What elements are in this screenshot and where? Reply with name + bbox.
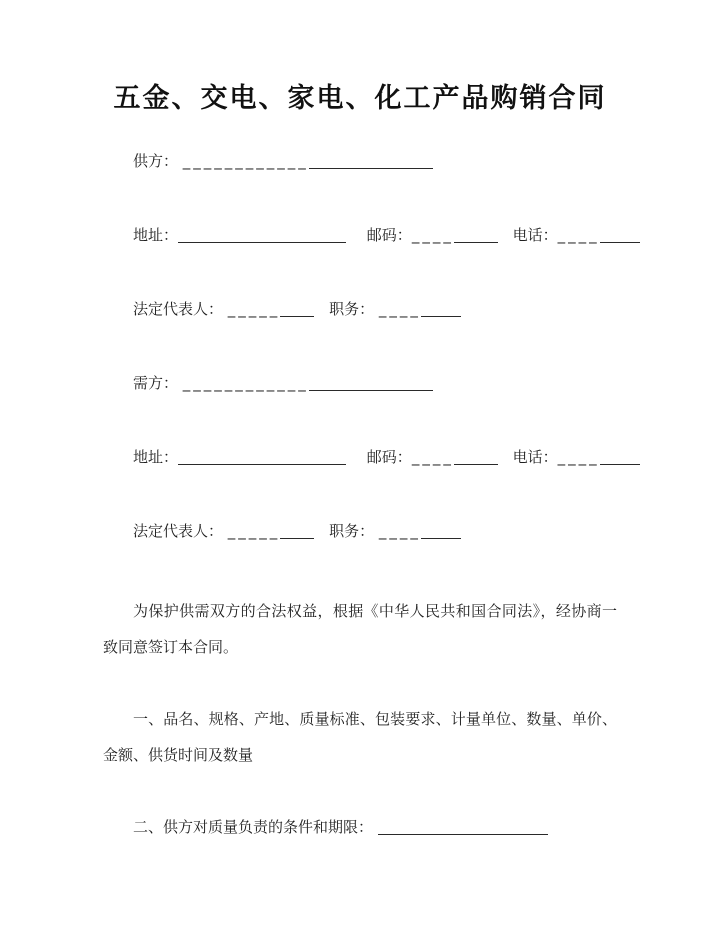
paragraph-clause-2 — [103, 809, 617, 845]
buyer-blank-dashed: ____________ — [182, 374, 309, 392]
postcode-label: 邮码： — [366, 226, 412, 244]
field-line-buyer-legal-rep — [103, 519, 617, 544]
supplier-label: 供方： — [133, 152, 179, 170]
phone-blank-dashed: ____ — [557, 448, 600, 466]
legal-rep-label: 法定代表人： — [133, 300, 224, 318]
address-blank-line — [178, 452, 346, 465]
postcode-blank-line — [454, 452, 498, 465]
phone-blank-line — [600, 452, 640, 465]
field-line-supplier-legal-rep — [103, 297, 617, 322]
field-line-buyer-address — [103, 445, 617, 470]
address-label: 地址： — [133, 226, 179, 244]
clause-2-blank-line — [378, 822, 548, 835]
paragraph-clause-1: 一、品名、规格、产地、质量标准、包装要求、计量单位、数量、单价、金额、供货时间及数量 — [103, 710, 617, 764]
duty-label: 职务： — [329, 300, 375, 318]
legal-rep-blank-dashed: _____ — [227, 522, 281, 540]
supplier-blank-line — [309, 156, 433, 169]
field-line-supplier — [103, 149, 617, 174]
phone-label: 电话： — [512, 226, 558, 244]
duty-blank-line — [421, 304, 461, 317]
buyer-blank-line — [309, 378, 433, 391]
page-title: 五金、交电、家电、化工产品购销合同 — [113, 83, 607, 114]
duty-blank-dashed: ____ — [378, 300, 421, 318]
field-line-buyer — [103, 371, 617, 396]
clause-2-label: 二、供方对质量负责的条件和期限： — [133, 818, 374, 836]
phone-blank-line — [600, 230, 640, 243]
postcode-label: 邮码： — [366, 448, 412, 466]
contract-body — [0, 593, 720, 845]
duty-label: 职务： — [329, 522, 375, 540]
legal-rep-blank-line — [280, 526, 314, 539]
contract-header-form — [0, 149, 720, 544]
phone-blank-dashed: ____ — [557, 226, 600, 244]
paragraph-intro: 为保护供需双方的合法权益，根据《中华人民共和国合同法》，经协商一致同意签订本合同。 — [103, 602, 617, 656]
field-line-supplier-address — [103, 223, 617, 248]
legal-rep-blank-line — [280, 304, 314, 317]
buyer-label: 需方： — [133, 374, 179, 392]
legal-rep-blank-dashed: _____ — [227, 300, 281, 318]
phone-label: 电话： — [512, 448, 558, 466]
supplier-blank-dashed: ____________ — [182, 152, 309, 170]
legal-rep-label: 法定代表人： — [133, 522, 224, 540]
duty-blank-line — [421, 526, 461, 539]
address-blank-line — [178, 230, 346, 243]
address-label: 地址： — [133, 448, 179, 466]
postcode-blank-line — [454, 230, 498, 243]
postcode-blank-dashed: ____ — [411, 448, 454, 466]
duty-blank-dashed: ____ — [378, 522, 421, 540]
postcode-blank-dashed: ____ — [411, 226, 454, 244]
